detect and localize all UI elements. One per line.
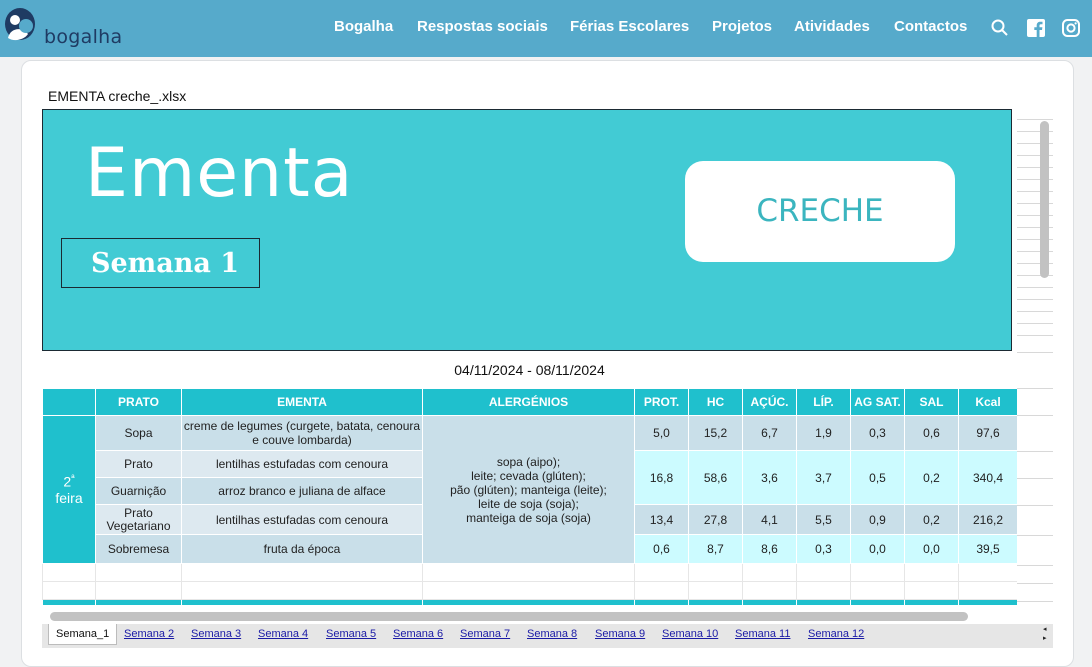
sal-cell: 0,6 <box>905 416 959 451</box>
sheet-tab-semana-10[interactable]: Semana 10 <box>662 628 719 640</box>
header-prot: PROT. <box>635 389 689 416</box>
header-ementa: EMENTA <box>182 389 423 416</box>
instagram-icon[interactable] <box>1061 18 1081 38</box>
ementa-cell: lentilhas estufadas com cenoura <box>182 505 423 535</box>
sheet-tab-semana-9[interactable]: Semana 9 <box>595 628 646 640</box>
teal-cell <box>43 600 96 606</box>
empty-cell <box>689 582 743 600</box>
empty-cell <box>959 564 1018 582</box>
empty-cell <box>689 564 743 582</box>
prato-cell: Prato Vegetariano <box>96 505 182 535</box>
nav-projetos[interactable]: Projetos <box>712 18 773 35</box>
prot-cell: 16,8 <box>635 451 689 505</box>
audience-badge <box>685 161 955 262</box>
teal-cell <box>797 600 851 606</box>
empty-cell <box>743 582 797 600</box>
empty-cell <box>423 564 635 582</box>
sheet-tab-semana-5[interactable]: Semana 5 <box>326 628 377 640</box>
facebook-icon[interactable] <box>1026 18 1046 38</box>
file-title: EMENTA creche_.xlsx <box>48 88 187 104</box>
header-lip: LÍP. <box>797 389 851 416</box>
empty-cell <box>635 564 689 582</box>
kcal-cell: 39,5 <box>959 535 1018 564</box>
empty-cell <box>959 582 1018 600</box>
header-acuc: AÇÚC. <box>743 389 797 416</box>
agsat-cell: 0,5 <box>851 451 905 505</box>
prot-cell: 5,0 <box>635 416 689 451</box>
empty-cell <box>743 564 797 582</box>
lip-cell: 0,3 <box>797 535 851 564</box>
empty-cell <box>635 582 689 600</box>
empty-cell <box>182 582 423 600</box>
ementa-cell: arroz branco e juliana de alface <box>182 478 423 505</box>
week-label-box <box>61 238 260 288</box>
nav-contactos[interactable]: Contactos <box>894 18 968 35</box>
vertical-scrollbar[interactable] <box>1040 121 1049 278</box>
empty-cell <box>182 564 423 582</box>
sheet-tab-semana-12[interactable]: Semana 12 <box>808 628 865 640</box>
ementa-cell: lentilhas estufadas com cenoura <box>182 451 423 478</box>
prot-cell: 13,4 <box>635 505 689 535</box>
empty-cell <box>905 582 959 600</box>
empty-row <box>43 564 1018 582</box>
sheet-tab-semana-4[interactable]: Semana 4 <box>258 628 309 640</box>
week-label: Semana 1 <box>91 248 240 279</box>
menu-table <box>42 388 1018 606</box>
table-header-row <box>43 389 1018 416</box>
top-navigation-bar <box>0 0 1092 57</box>
next-section-row <box>43 600 1018 606</box>
prato-cell: Sopa <box>96 416 182 451</box>
empty-cell <box>905 564 959 582</box>
search-icon[interactable] <box>990 18 1010 38</box>
header-agsat: AG SAT. <box>851 389 905 416</box>
sheet-tab-semana-6[interactable]: Semana 6 <box>393 628 444 640</box>
acuc-cell: 4,1 <box>743 505 797 535</box>
date-range: 04/11/2024 - 08/11/2024 <box>454 362 605 378</box>
empty-cell <box>797 582 851 600</box>
sheet-tab-semana-8[interactable]: Semana 8 <box>527 628 578 640</box>
ementa-cell: creme de legumes (curgete, batata, cenoura e couve lombarda) <box>182 416 423 451</box>
empty-cell <box>96 564 182 582</box>
empty-cell <box>96 582 182 600</box>
nav-respostas-sociais[interactable]: Respostas sociais <box>417 18 548 35</box>
table-row <box>43 416 1018 451</box>
lip-cell: 5,5 <box>797 505 851 535</box>
header-sal: SAL <box>905 389 959 416</box>
sal-cell: 0,0 <box>905 535 959 564</box>
kcal-cell: 216,2 <box>959 505 1018 535</box>
header-prato: PRATO <box>96 389 182 416</box>
kcal-cell: 97,6 <box>959 416 1018 451</box>
banner-title: Ementa <box>85 134 354 213</box>
header-hc: HC <box>689 389 743 416</box>
hc-cell: 27,8 <box>689 505 743 535</box>
sheet-tab-semana-3[interactable]: Semana 3 <box>191 628 242 640</box>
nav-atividades[interactable]: Atividades <box>794 18 870 35</box>
teal-cell <box>851 600 905 606</box>
main-menu <box>0 18 1092 38</box>
sheet-tabs-bar <box>42 624 1053 648</box>
lip-cell: 3,7 <box>797 451 851 505</box>
sheet-tab-semana-7[interactable]: Semana 7 <box>460 628 511 640</box>
empty-cell <box>851 564 905 582</box>
sheet-tab-semana-2[interactable]: Semana 2 <box>124 628 175 640</box>
header-kcal: Kcal <box>959 389 1018 416</box>
kcal-cell: 340,4 <box>959 451 1018 505</box>
acuc-cell: 8,6 <box>743 535 797 564</box>
prot-cell: 0,6 <box>635 535 689 564</box>
empty-cell <box>43 582 96 600</box>
teal-cell <box>182 600 423 606</box>
sal-cell: 0,2 <box>905 451 959 505</box>
lip-cell: 1,9 <box>797 416 851 451</box>
header-day <box>43 389 96 416</box>
allergens-text: sopa (aipo); leite; cevada (glúten); pão (glúten); manteiga (leite); leite de soja (soja); manteiga de soja (soja) <box>450 454 607 525</box>
menu-banner <box>42 109 1012 351</box>
teal-cell <box>689 600 743 606</box>
sheet-tab-semana-1[interactable]: Semana_1 <box>48 624 117 645</box>
teal-cell <box>743 600 797 606</box>
audience-label: CRECHE <box>756 193 884 229</box>
horizontal-scrollbar[interactable] <box>50 612 968 621</box>
scroll-right-arrow-icon[interactable]: ▸ <box>1043 635 1047 642</box>
empty-cell <box>851 582 905 600</box>
empty-cell <box>43 564 96 582</box>
agsat-cell: 0,9 <box>851 505 905 535</box>
allergens-cell <box>423 416 635 564</box>
header-alergenios: ALERGÉNIOS <box>423 389 635 416</box>
prato-cell: Prato <box>96 451 182 478</box>
agsat-cell: 0,3 <box>851 416 905 451</box>
prato-cell: Guarnição <box>96 478 182 505</box>
teal-cell <box>905 600 959 606</box>
acuc-cell: 6,7 <box>743 416 797 451</box>
ementa-cell: fruta da época <box>182 535 423 564</box>
hc-cell: 58,6 <box>689 451 743 505</box>
hc-cell: 8,7 <box>689 535 743 564</box>
nav-bogalha[interactable]: Bogalha <box>334 18 394 35</box>
empty-cell <box>797 564 851 582</box>
spreadsheet-viewport[interactable] <box>42 109 1053 607</box>
day-cell: $2^ª$ feira <box>43 416 96 564</box>
teal-cell <box>959 600 1018 606</box>
empty-cell <box>423 582 635 600</box>
nav-ferias-escolares[interactable]: Férias Escolares <box>570 18 690 35</box>
sheet-tab-scroll-arrows[interactable] <box>1043 625 1047 643</box>
agsat-cell: 0,0 <box>851 535 905 564</box>
sheet-tab-semana-11[interactable]: Semana 11 <box>735 628 791 640</box>
teal-cell <box>96 600 182 606</box>
acuc-cell: 3,6 <box>743 451 797 505</box>
prato-cell: Sobremesa <box>96 535 182 564</box>
brand-name[interactable]: bogalha <box>44 26 123 48</box>
teal-cell <box>635 600 689 606</box>
scroll-left-arrow-icon[interactable]: ◂ <box>1043 626 1047 633</box>
sal-cell: 0,2 <box>905 505 959 535</box>
teal-cell <box>423 600 635 606</box>
empty-row <box>43 582 1018 600</box>
hc-cell: 15,2 <box>689 416 743 451</box>
